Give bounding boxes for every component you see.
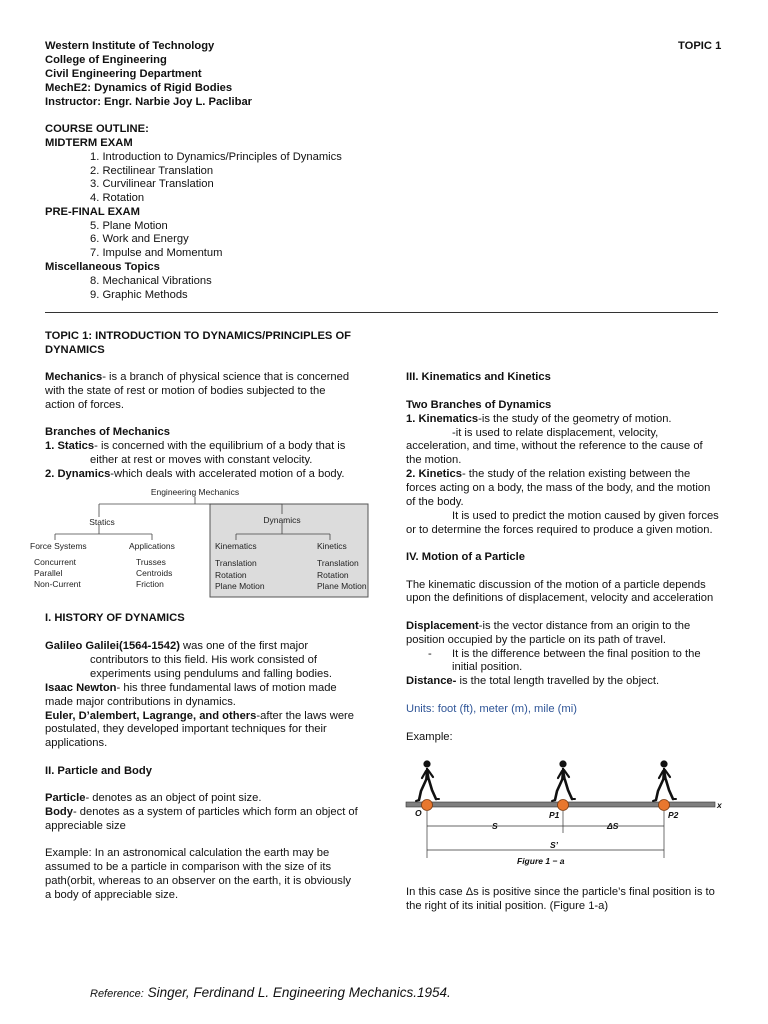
kinematics-text: the motion.	[406, 454, 462, 466]
figure-caption: Figure 1 − a	[517, 856, 565, 866]
kinetics-term: 2. Kinetics	[406, 468, 462, 480]
particle-marker	[558, 800, 569, 811]
dynamics-term: 2. Dynamics	[45, 468, 111, 480]
outline-title: COURSE OUTLINE:	[45, 123, 149, 135]
tree-leaf: Plane Motion	[215, 581, 265, 591]
two-branches-heading: Two Branches of Dynamics	[406, 399, 552, 411]
delta-s-label: ΔS	[607, 821, 619, 831]
x-axis-label: x	[717, 800, 722, 810]
body-term: Body	[45, 806, 73, 818]
kinetics-text: - the study of the relation existing between the	[461, 468, 691, 480]
displacement-text: initial position.	[452, 661, 523, 673]
kinematics-term: 1. Kinematics	[406, 413, 479, 425]
displacement-term: Displacement	[406, 620, 479, 632]
tree-kinetics: Kinetics	[317, 541, 347, 551]
kinetics-text: It is used to predict the motion caused by given forces	[452, 510, 719, 522]
example-text: path(orbit, whereas to an observer on the earth, it is obviously	[45, 875, 351, 887]
euler-entry	[45, 710, 354, 724]
displacement-text: It is the difference between the final position to the	[452, 648, 701, 660]
tree-force-systems: Force Systems	[30, 541, 87, 551]
displacement-text: -is the vector distance from an origin to the	[478, 620, 691, 632]
outline-item: 1. Introduction to Dynamics/Principles of Dynamics	[90, 151, 342, 163]
topic-label: TOPIC 1	[678, 40, 722, 52]
branches-heading: Branches of Mechanics	[45, 426, 170, 438]
tree-leaf: Parallel	[34, 568, 63, 578]
body-definition	[45, 806, 358, 820]
outline-item: 8. Mechanical Vibrations	[90, 275, 212, 287]
kinematics-text: -it is used to relate displacement, velocity,	[452, 427, 659, 439]
mechanics-text: with the state of rest or motion of bodies subjected to the	[45, 385, 326, 397]
example-text: Example: In an astronomical calculation the earth may be	[45, 847, 330, 859]
example-label: Example:	[406, 731, 453, 743]
kinetics-text: of the body.	[406, 496, 464, 508]
reference-text: Singer, Ferdinand L. Engineering Mechanics.1954.	[143, 985, 451, 1000]
motion-text: upon the definitions of displacement, velocity and acceleration	[406, 592, 714, 604]
statics-text: either at rest or moves with constant velocity.	[90, 454, 313, 466]
kinetics-text: forces acting on a body, the mass of the body, and the motion	[406, 482, 711, 494]
displacement-text: position occupied by the particle on its path of travel.	[406, 634, 666, 646]
reference	[90, 985, 451, 1002]
euler-text: applications.	[45, 737, 108, 749]
particle-marker	[422, 800, 433, 811]
topic-title-cont: DYNAMICS	[45, 344, 105, 356]
statics-text: - is concerned with the equilibrium of a body that is	[94, 440, 346, 452]
prefinal-heading: PRE-FINAL EXAM	[45, 206, 140, 218]
tree-dynamics: Dynamics	[263, 515, 301, 525]
euler-text: postulated, they developed important techniques for their	[45, 723, 327, 735]
institute-name: Western Institute of Technology	[45, 40, 215, 52]
newton-text: - his three fundamental laws of motion made	[116, 682, 337, 694]
tree-leaf: Non-Current	[34, 579, 81, 589]
kinematics-text: -is the study of the geometry of motion.	[478, 413, 672, 425]
course-name: MechE2: Dynamics of Rigid Bodies	[45, 82, 233, 94]
galileo-text: was one of the first major	[179, 640, 309, 652]
kinetics-text: or to determine the forces required to produce a given motion.	[406, 524, 713, 536]
outline-item: 6. Work and Energy	[90, 233, 189, 245]
department-name: Civil Engineering Department	[45, 68, 202, 80]
walker-icon	[416, 760, 439, 801]
tree-leaf: Friction	[136, 579, 164, 589]
particle-definition	[45, 792, 261, 806]
statics-term: 1. Statics	[45, 440, 95, 452]
example-text: assumed to be a particle in comparison with the size of its	[45, 861, 332, 873]
motion-heading: IV. Motion of a Particle	[406, 551, 525, 563]
p1-label: P1	[549, 810, 560, 820]
kinematics-text: acceleration, and time, without the reference to the cause of	[406, 440, 703, 452]
motion-text: The kinematic discussion of the motion of a particle depends	[406, 579, 706, 591]
galileo-text: contributors to this field. His work consisted of	[90, 654, 317, 666]
case-text: the right of its initial position. (Figure 1-a)	[406, 900, 609, 912]
distance-text: is the total length travelled by the object.	[456, 675, 660, 687]
particle-heading: II. Particle and Body	[45, 765, 152, 777]
dynamics-definition	[45, 468, 345, 482]
kinematics-definition	[406, 413, 672, 427]
tree-leaf: Centroids	[136, 568, 173, 578]
misc-heading: Miscellaneous Topics	[45, 261, 160, 273]
tree-leaf: Translation	[317, 558, 359, 568]
tree-statics: Statics	[89, 517, 115, 527]
instructor-name: Instructor: Engr. Narbie Joy L. Paclibar	[45, 96, 253, 108]
displacement-definition	[406, 620, 690, 634]
outline-item: 5. Plane Motion	[90, 220, 168, 232]
galileo-entry	[45, 640, 308, 654]
units-text: Units: foot (ft), meter (m), mile (mi)	[406, 703, 577, 715]
reference-label: Reference:	[90, 988, 144, 1000]
galileo-term: Galileo Galilei(1564-1542)	[45, 640, 180, 652]
tree-leaf: Translation	[215, 558, 257, 568]
particle-text: - denotes as an object of point size.	[85, 792, 262, 804]
s-prime-label: S’	[550, 840, 559, 850]
distance-definition	[406, 675, 659, 689]
example-text: a body of appreciable size.	[45, 889, 179, 901]
distance-term: Distance-	[406, 675, 457, 687]
newton-text: made major contributions in dynamics.	[45, 696, 236, 708]
statics-definition	[45, 440, 345, 454]
college-name: College of Engineering	[45, 54, 167, 66]
tree-leaf: Rotation	[215, 570, 247, 580]
particle-term: Particle	[45, 792, 86, 804]
walker-icon	[653, 760, 676, 801]
section-divider	[45, 312, 718, 313]
tree-root: Engineering Mechanics	[150, 487, 240, 497]
topic-title: TOPIC 1: INTRODUCTION TO DYNAMICS/PRINCIPLES OF	[45, 330, 352, 342]
figure-1a	[400, 758, 730, 870]
body-text: - denotes as a system of particles which form an object of	[72, 806, 358, 818]
outline-item: 9. Graphic Methods	[90, 289, 188, 301]
mechanics-definition	[45, 371, 349, 385]
tree-applications: Applications	[129, 541, 175, 551]
outline-item: 7. Impulse and Momentum	[90, 247, 223, 259]
p2-label: P2	[668, 810, 679, 820]
mechanics-term: Mechanics	[45, 371, 103, 383]
galileo-text: experiments using pendulums and falling bodies.	[90, 668, 332, 680]
tree-leaf: Concurrent	[34, 557, 77, 567]
case-text: In this case Δs is positive since the particle’s final position is to	[406, 886, 715, 898]
midterm-heading: MIDTERM EXAM	[45, 137, 133, 149]
euler-text: -after the laws were	[256, 710, 355, 722]
mechanics-text: - is a branch of physical science that is concerned	[102, 371, 350, 383]
newton-term: Isaac Newton	[45, 682, 117, 694]
tree-leaf: Trusses	[136, 557, 166, 567]
newton-entry	[45, 682, 337, 696]
history-heading: I. HISTORY OF DYNAMICS	[45, 612, 185, 624]
kk-heading: III. Kinematics and Kinetics	[406, 371, 551, 383]
outline-item: 4. Rotation	[90, 192, 145, 204]
s-label: S	[492, 821, 498, 831]
walker-icon	[552, 760, 575, 801]
bullet-dash: -	[428, 648, 432, 660]
particle-marker	[659, 800, 670, 811]
outline-item: 3. Curvilinear Translation	[90, 178, 214, 190]
tree-leaf: Rotation	[317, 570, 349, 580]
tree-leaf: Plane Motion	[317, 581, 367, 591]
origin-label: O	[415, 808, 422, 818]
euler-term: Euler, D’alembert, Lagrange, and others	[45, 710, 257, 722]
tree-kinematics: Kinematics	[215, 541, 257, 551]
mechanics-tree-diagram	[28, 484, 373, 604]
outline-item: 2. Rectilinear Translation	[90, 165, 214, 177]
kinetics-definition	[406, 468, 690, 482]
dynamics-text: -which deals with accelerated motion of a body.	[110, 468, 345, 480]
mechanics-text: action of forces.	[45, 399, 124, 411]
body-text: appreciable size	[45, 820, 126, 832]
